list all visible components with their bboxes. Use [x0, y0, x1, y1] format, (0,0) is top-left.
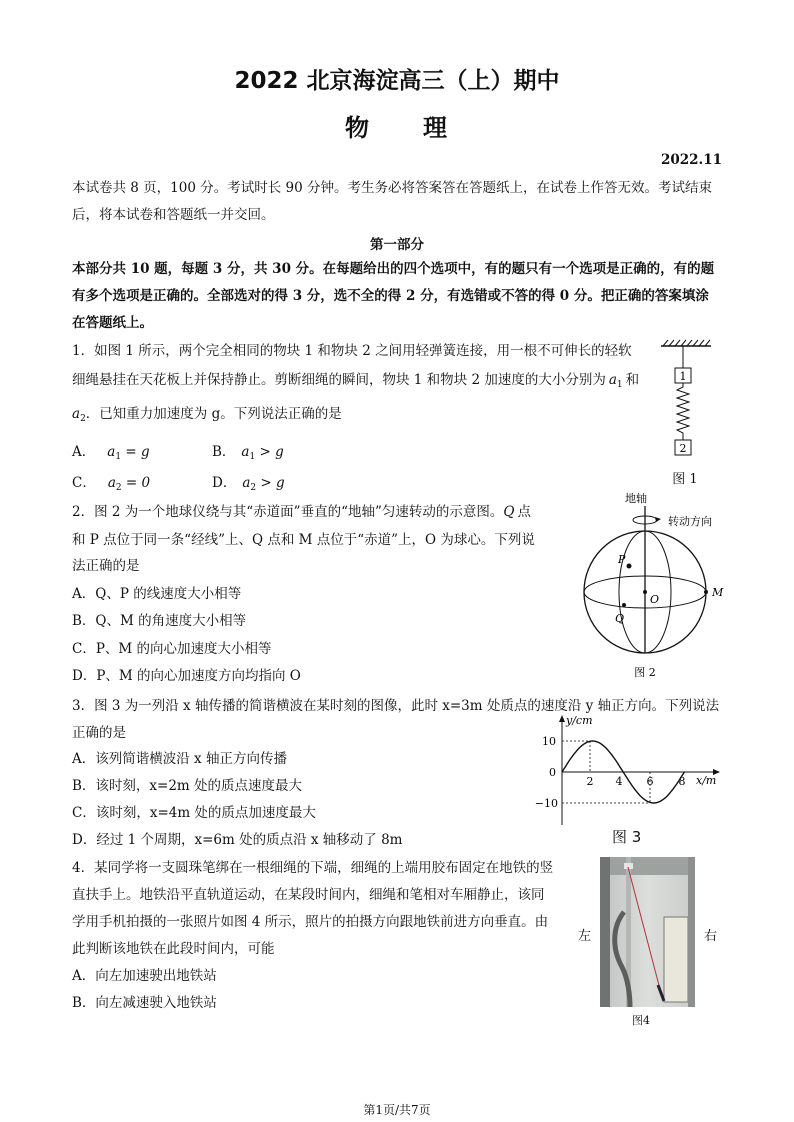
q1-line-2-text: 细绳悬挂在天花板上并保持静止。剪断细绳的瞬间，物块 1 和物块 2 加速度的大小分别为: [72, 372, 606, 388]
q2-symbol-q: Q: [503, 504, 515, 520]
q1-option-d[interactable]: D． $a_2 > g$: [212, 475, 285, 493]
tick-y-0: 0: [549, 766, 556, 779]
tick-y-10: 10: [542, 735, 556, 748]
part1-instruction-3: 在答题纸上。: [72, 315, 153, 331]
q2-option-c[interactable]: C．P、M 的向心加速度大小相等: [72, 641, 272, 657]
q2-option-a[interactable]: A．Q、P 的线速度大小相等: [72, 586, 242, 602]
part1-instruction-1: 本部分共 10 题，每题 3 分，共 30 分。在每题给出的四个选项中，有的题只有一个选项是正确的，有的题: [72, 261, 715, 277]
figure-4-caption: 图4: [632, 1014, 650, 1027]
q1-option-b[interactable]: B． $a_1 > g$: [212, 444, 284, 462]
q1-line-3: [72, 404, 342, 429]
point-p: [627, 564, 632, 569]
figure-1-spring-blocks: [655, 338, 715, 488]
q4-line-4: 此判断该地铁在此段时间内，可能: [72, 941, 275, 957]
part1-instruction-2: 有多个选项是正确的。全部选对的得 3 分，选不全的得 2 分，有选错或不答的得 0 分。把正确的答案填涂: [72, 288, 709, 304]
point-q: [622, 603, 626, 607]
intro-line-2: 后，将本试卷和答题纸一并交回。: [72, 207, 275, 223]
q1-a2-symbol: $a_2$: [72, 406, 86, 424]
q2-option-b[interactable]: B．Q、M 的角速度大小相等: [72, 613, 247, 629]
label-left: 左: [578, 929, 592, 944]
label-right: 右: [704, 929, 718, 944]
q1-a1-symbol: $a_1$: [608, 372, 623, 390]
q3-option-d[interactable]: D．经过 1 个周期，x=6m 处的质点沿 x 轴移动了 8m: [72, 832, 403, 848]
page-number: 第1页/共7页: [363, 1103, 431, 1117]
tick-x-8: 8: [678, 775, 686, 788]
subject-title: 物 理: [345, 114, 449, 142]
figure-4-subway-photo: [600, 857, 695, 1007]
part1-heading: 第一部分: [370, 237, 424, 253]
tick-x-6: 6: [646, 775, 654, 788]
q1-line-3-text: ．已知重力加速度为 g。下列说法正确的是: [85, 406, 342, 422]
q3-line-1: 3．图 3 为一列沿 x 轴传播的简谐横波在某时刻的图像，此时 x=3m 处质点的速度沿 y 轴正方向。下列说法: [72, 698, 720, 714]
label-m: M: [712, 586, 724, 599]
q1-option-c[interactable]: C． $a_2 = 0$: [72, 475, 151, 493]
figure-3-wave-graph: [530, 713, 730, 833]
block-1-label: 1: [679, 370, 687, 383]
label-o: O: [650, 593, 660, 606]
y-axis-label: y/cm: [566, 714, 593, 727]
label-q: Q: [615, 612, 625, 625]
exam-title: 2022 北京海淀高三（上）期中: [234, 68, 560, 94]
label-p: P: [618, 553, 626, 566]
q2-line-2: 和 P 点位于同一条“经线”上、Q 点和 M 点位于“赤道”上，O 为球心。下列说: [72, 532, 535, 548]
x-axis-label: x/m: [696, 774, 717, 787]
tick-y-neg-10: −10: [534, 797, 558, 810]
figure-1-caption: 图 1: [672, 472, 698, 487]
rotation-direction-label: 转动方向: [668, 515, 712, 528]
point-o: [643, 590, 647, 594]
q3-option-c[interactable]: C．该时刻，x=4m 处的质点加速度最大: [72, 805, 316, 821]
figure-2-caption: 图 2: [634, 666, 656, 679]
earth-axis-label: 地轴: [625, 492, 647, 505]
q2-line-1: 2．图 2 为一个地球仪绕与其“赤道面”垂直的“地轴”匀速转动的示意图。Q 点: [72, 504, 531, 520]
q2-option-d[interactable]: D．P、M 的向心加速度方向均指向 O: [72, 668, 301, 684]
tick-x-2: 2: [586, 775, 594, 788]
q4-option-b[interactable]: B．向左减速驶入地铁站: [72, 995, 217, 1011]
q1-line-1: 1．如图 1 所示，两个完全相同的物块 1 和物块 2 之间用轻弹簧连接，用一根不可伸长的轻软: [72, 343, 632, 359]
tick-x-4: 4: [615, 775, 623, 788]
q1-option-a[interactable]: A． $a_1 = g$: [72, 444, 150, 462]
q4-line-3: 学用手机拍摄的一张照片如图 4 所示，照片的拍摄方向跟地铁前进方向垂直。由: [72, 914, 549, 930]
block-2-label: 2: [679, 442, 687, 455]
exam-date: 2022.11: [660, 152, 722, 168]
q1-line-2: [72, 370, 639, 395]
door-frame-left: [600, 857, 610, 1007]
q3-option-a[interactable]: A．该列简谐横波沿 x 轴正方向传播: [72, 751, 287, 767]
q4-line-2: 直扶手上。地铁沿平直轨道运动，在某段时间内，细绳和笔相对车厢静止，该同: [72, 887, 545, 903]
figure-2-globe: [580, 488, 730, 683]
q2-line-3: 法正确的是: [72, 558, 140, 574]
q1-and: 和: [625, 372, 640, 388]
point-m: [704, 590, 708, 594]
intro-line-1: 本试卷共 8 页，100 分。考试时长 90 分钟。考生务必将答案答在答题纸上，在试卷上作答无效。考试结束: [72, 180, 712, 196]
q3-line-2: 正确的是: [72, 725, 126, 741]
q4-option-a[interactable]: A．向左加速驶出地铁站: [72, 968, 217, 984]
spring: [677, 383, 689, 440]
q4-line-1: 4．某同学将一支圆珠笔绑在一根细绳的下端，细绳的上端用胶布固定在地铁的竖: [72, 860, 554, 876]
figure-3-caption: 图 3: [612, 828, 642, 846]
q3-option-b[interactable]: B．该时刻，x=2m 处的质点速度最大: [72, 778, 303, 794]
window-panel: [664, 917, 688, 1002]
